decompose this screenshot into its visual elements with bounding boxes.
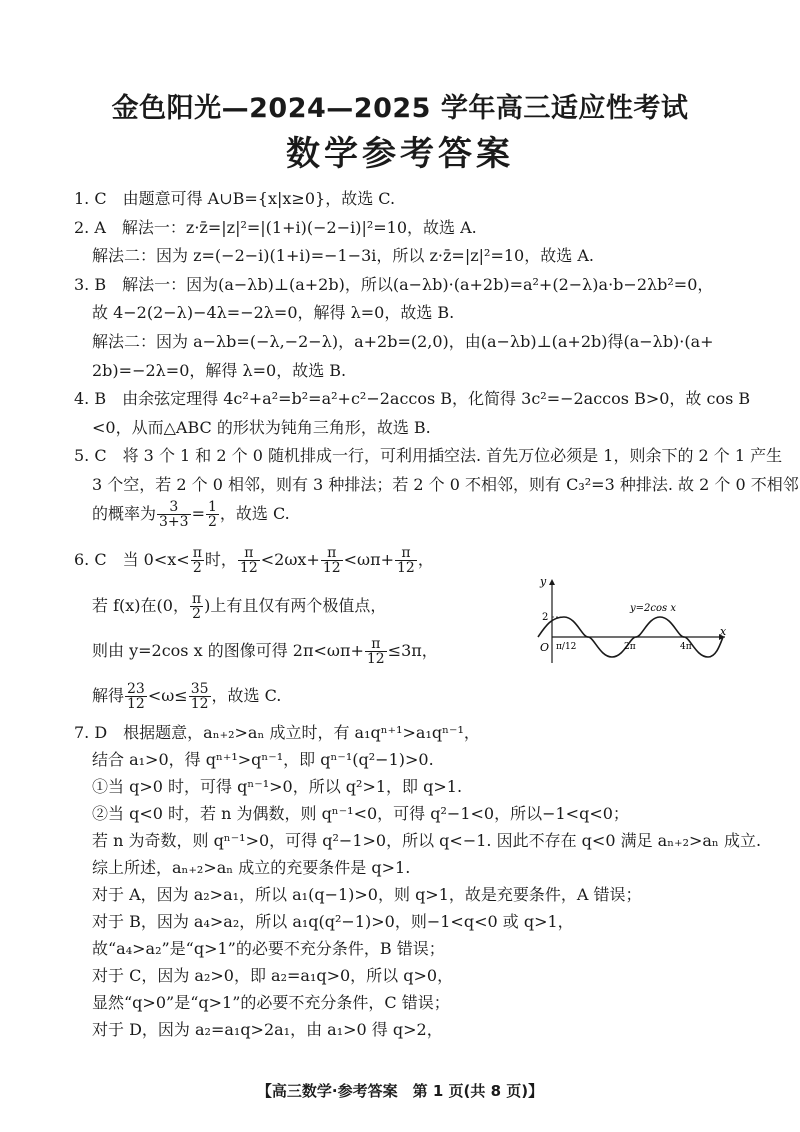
answer-line: 对于 A，因为 a₂>a₁，所以 a₁(q−1)>0，则 q>1，故是充要条件，A 错误； <box>92 885 642 904</box>
answer-line <box>92 637 438 666</box>
answer-line: 解法二：因为 z=(−2−i)(1+i)=−1−3i，所以 z·z̄=|z|²=10，故选 A. <box>92 246 594 265</box>
text-segment: 时， <box>204 550 237 569</box>
x-tick-label: 4π <box>680 642 692 652</box>
document-subtitle: 数学参考答案 <box>286 134 514 174</box>
fraction <box>157 500 191 529</box>
answer-line: 对于 D，因为 a₂=a₁q>2a₁，由 a₁>0 得 q>2， <box>92 1020 443 1039</box>
y-axis-arrow <box>549 579 555 585</box>
numerator: π <box>192 545 202 561</box>
x-axis-label: x <box>720 625 727 638</box>
answer-line: 7. D 根据题意，aₙ₊₂>aₙ 成立时，有 a₁qⁿ⁺¹>a₁qⁿ⁻¹， <box>74 723 480 742</box>
numerator: 1 <box>207 499 217 515</box>
cosine-graph <box>530 575 730 665</box>
answer-line: 综上所述，aₙ₊₂>aₙ 成立的充要条件是 q>1. <box>92 858 411 877</box>
answer-line: 4. B 由余弦定理得 4c²+a²=b²=a²+c²−2accos B，化简得 3c²=−2accos B>0，故 cos B <box>74 389 751 408</box>
denominator: 12 <box>127 696 145 712</box>
function-label: y=2cos x <box>630 603 676 614</box>
text-segment: 6. C 当 0<x< <box>74 550 190 569</box>
fraction <box>395 546 417 575</box>
numerator: π <box>321 546 343 561</box>
x-tick-label: 2π <box>624 642 636 652</box>
text-segment: 解得 <box>92 686 125 705</box>
answer-line: ②当 q<0 时，若 n 为偶数，则 qⁿ⁻¹<0，可得 q²−1<0，所以−1<q<0； <box>92 804 629 823</box>
fraction <box>321 546 343 575</box>
x-tick-label: π/12 <box>556 642 577 652</box>
numerator: π <box>395 546 417 561</box>
answer-line <box>92 592 386 621</box>
page-footer: 【高三数学·参考答案 第 1 页(共 8 页)】 <box>256 1082 544 1100</box>
answer-line: 5. C 将 3 个 1 和 2 个 0 随机排成一行，可利用插空法. 首先万位必须是 1，则余下的 2 个 1 产生 <box>74 446 783 465</box>
fraction <box>189 682 211 711</box>
answer-line: 若 n 为奇数，则 qⁿ⁻¹>0，可得 q²−1>0，所以 q<−1. 因此不存在 q<0 满足 aₙ₊₂>aₙ 成立. <box>92 831 762 850</box>
answer-line: 对于 B，因为 a₄>a₂，所以 a₁q(q²−1)>0，则−1<q<0 或 q>1， <box>92 912 574 931</box>
fraction <box>365 637 387 666</box>
denominator: 2 <box>207 514 217 530</box>
answer-line <box>92 682 281 711</box>
denominator: 12 <box>322 560 341 576</box>
fraction <box>191 546 204 575</box>
text-segment: <2ωx+ <box>260 550 320 569</box>
answer-line: 解法二：因为 a−λb=(−λ,−2−λ)，a+2b=(2,0)，由(a−λb)⊥(a+2b)得(a−λb)·(a+ <box>92 332 714 351</box>
denominator: 12 <box>397 560 415 576</box>
fraction <box>238 546 260 575</box>
origin-label: O <box>540 641 550 654</box>
text-segment: 的概率为 <box>92 504 157 523</box>
fraction <box>190 592 203 621</box>
answer-line: <0，从而△ABC 的形状为钝角三角形，故选 B. <box>92 418 431 437</box>
text-segment: )上有且仅有两个极值点， <box>204 596 387 615</box>
numerator: π <box>365 637 387 652</box>
text-segment: ， <box>417 550 434 569</box>
denominator: 2 <box>192 560 202 576</box>
answer-line: 对于 C，因为 a₂>0，即 a₂=a₁q>0，所以 q>0， <box>92 966 454 985</box>
answer-line: 结合 a₁>0，得 qⁿ⁺¹>qⁿ⁻¹，即 qⁿ⁻¹(q²−1)>0. <box>92 750 434 769</box>
denominator: 12 <box>239 560 258 576</box>
text-segment: <ω≤ <box>147 686 188 705</box>
numerator: 3 <box>157 500 191 515</box>
denominator: 2 <box>192 606 202 622</box>
fraction <box>125 682 147 711</box>
text-segment: 若 f(x)在(0， <box>92 596 189 615</box>
answer-line: 2b)=−2λ=0，解得 λ=0，故选 B. <box>92 361 347 380</box>
y-axis-label: y <box>540 575 547 588</box>
answer-line: 3. B 解法一：因为(a−λb)⊥(a+2b)，所以(a−λb)·(a+2b)=a²+(2−λ)a·b−2λb²=0， <box>74 275 714 294</box>
text-segment: <ωπ+ <box>343 550 395 569</box>
denominator: 3+3 <box>159 514 189 530</box>
text-segment: 则由 y=2cos x 的图像可得 2π<ωπ+ <box>92 641 364 660</box>
text-segment: ，故选 C. <box>219 504 290 523</box>
text-segment: ，故选 C. <box>211 686 282 705</box>
answer-line: 1. C 由题意可得 A∪B={x|x≥0}，故选 C. <box>74 189 396 208</box>
denominator: 12 <box>366 651 385 667</box>
answer-line: 的概率为 $\frac{3}{3+3}$ = $\frac{1}{2}$ ，故选 C. <box>92 499 290 530</box>
answer-line: 2. A 解法一：z·z̄=|z|²=|(1+i)(−2−i)|²=10，故选 A. <box>74 218 477 237</box>
denominator: 12 <box>190 696 209 712</box>
y-tick-label: 2 <box>542 612 549 623</box>
answer-line <box>74 546 434 575</box>
answer-line: 3 个空，若 2 个 0 相邻，则有 3 种排法；若 2 个 0 不相邻，则有 C₃²=3 种排法. 故 2 个 0 不相邻 <box>92 475 799 494</box>
numerator: 35 <box>190 681 209 697</box>
numerator: π <box>238 546 260 561</box>
numerator: 23 <box>127 681 145 697</box>
answer-line: 故 4−2(2−λ)−4λ=−2λ=0，解得 λ=0，故选 B. <box>92 303 455 322</box>
text-segment: ≤3π， <box>387 641 438 660</box>
answer-line: 故“a₄>a₂”是“q>1”的必要不充分条件，B 错误； <box>92 939 445 958</box>
numerator: π <box>191 591 202 607</box>
document-title: 金色阳光—2024—2025 学年高三适应性考试 <box>111 93 689 124</box>
answer-line: 显然“q>0”是“q>1”的必要不充分条件，C 错误； <box>92 993 450 1012</box>
answer-line: ①当 q>0 时，可得 qⁿ⁻¹>0，所以 q²>1，即 q>1. <box>92 777 463 796</box>
fraction <box>206 500 219 529</box>
